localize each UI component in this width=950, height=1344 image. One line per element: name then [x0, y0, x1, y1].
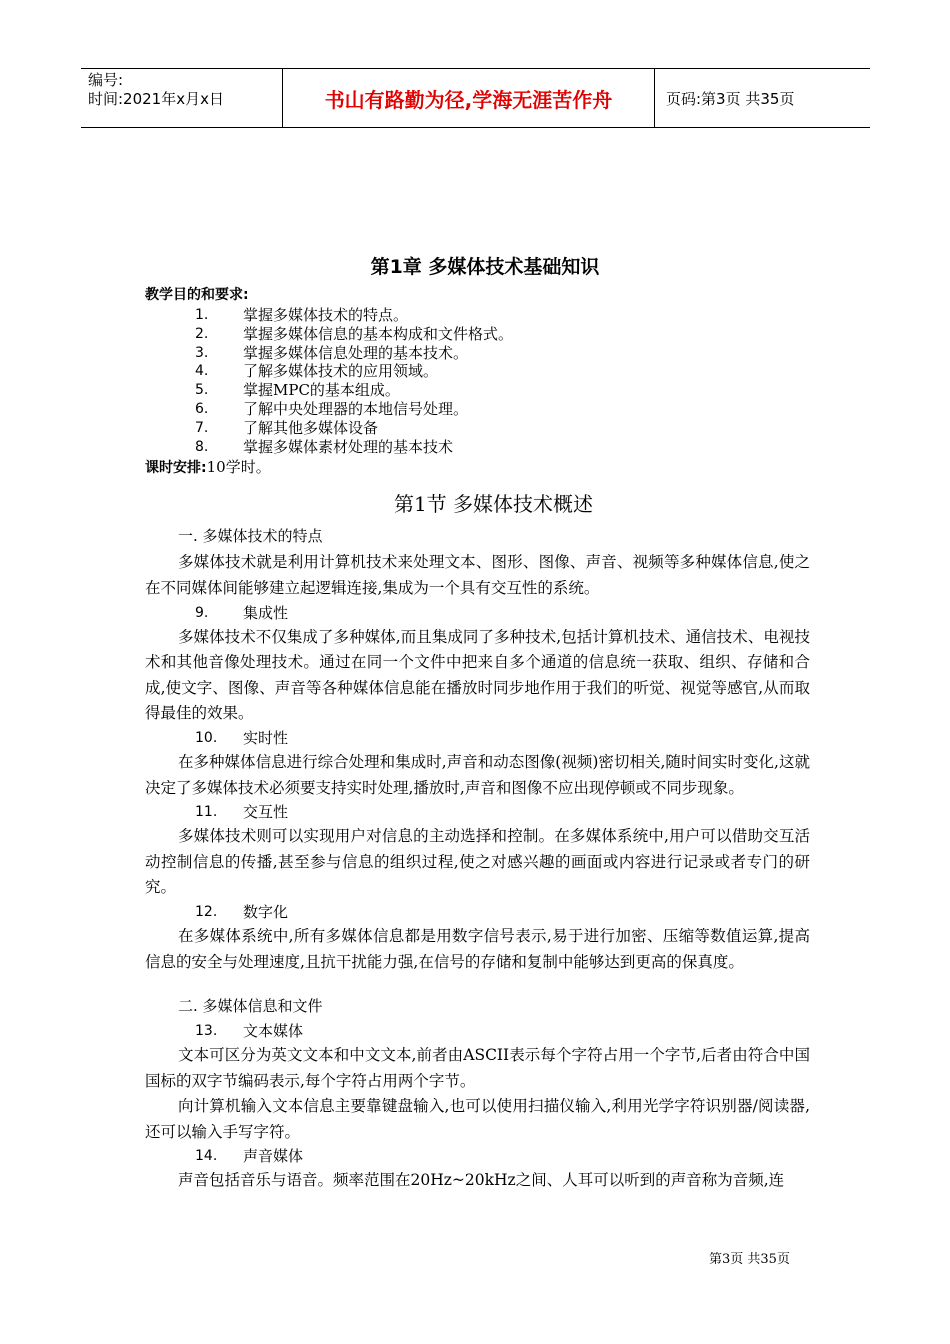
- list-item-text: 了解多媒体技术的应用领域。: [243, 362, 439, 381]
- list-item-text: 了解其他多媒体设备: [243, 418, 379, 437]
- list-item-text: 掌握多媒体技术的特点。: [243, 306, 409, 324]
- subsection-text: 在多种媒体信息进行综合处理和集成时,声音和动态图像(视频)密切相关,随时间实时变化,这就决定了多媒体技术必须要支持实时处理,播放时,声音和图像不应出现停顿或不同步现象。: [145, 752, 810, 797]
- subsection-title: 集成性: [243, 603, 289, 622]
- subsection-title: 交互性: [243, 803, 289, 822]
- header-time-label: 时间:2021年x月x日: [88, 90, 224, 108]
- document-body: [145, 250, 810, 1194]
- header-number-label: 编号:: [88, 71, 124, 89]
- subsection-heading: [145, 727, 810, 750]
- class-hours-label: 课时安排:: [145, 460, 207, 477]
- list-item-number: 6.: [195, 400, 209, 417]
- list-item-text: 掌握多媒体信息的基本构成和文件格式。: [243, 324, 514, 343]
- list-item: [145, 400, 810, 419]
- header-page-info: 页码:第3页 共35页: [666, 89, 795, 108]
- subsection-title: 声音媒体: [243, 1147, 304, 1166]
- list-item-number: 1.: [195, 307, 209, 323]
- list-item-number: 4.: [195, 363, 209, 380]
- subsection-number: 12.: [195, 903, 218, 920]
- subsection-number: 14.: [195, 1148, 218, 1165]
- class-hours-value: 10学时。: [206, 458, 271, 477]
- part2-heading: 二. 多媒体信息和文件: [178, 997, 323, 1016]
- subsection-heading: [145, 1020, 810, 1043]
- class-hours: [145, 456, 810, 479]
- subsection-text: 声音包括音乐与语音。频率范围在20Hz~20kHz之间、人耳可以听到的声音称为音频,连: [178, 1171, 785, 1190]
- list-item-text: 掌握多媒体素材处理的基本技术: [243, 437, 454, 456]
- subsection-title: 文本媒体: [243, 1022, 304, 1041]
- section-title: 第1节 多媒体技术概述: [393, 492, 594, 517]
- list-item-text: 掌握多媒体信息处理的基本技术。: [243, 343, 469, 362]
- list-item-number: 7.: [195, 419, 209, 436]
- subsection-text: 在多媒体系统中,所有多媒体信息都是用数字信号表示,易于进行加密、压缩等数值运算,提高信息的安全与处理速度,且抗干扰能力强,在信号的存储和复制中能够达到更高的保真度。: [145, 926, 810, 971]
- list-item: [145, 381, 810, 400]
- subsection-heading: [145, 1145, 810, 1168]
- list-item: [145, 438, 810, 457]
- subsection-number: 11.: [195, 804, 218, 821]
- list-item-text: 了解中央处理器的本地信号处理。: [243, 399, 469, 418]
- list-item-number: 2.: [195, 325, 209, 342]
- list-item-number: 3.: [195, 344, 209, 361]
- list-item-number: 5.: [195, 382, 209, 399]
- list-item: [145, 419, 810, 438]
- subsection-text: 文本可区分为英文文本和中文文本,前者由ASCII表示每个字符占用一个字节,后者由符合中国国标的双字节编码表示,每个字符占用两个字节。: [145, 1046, 810, 1090]
- subsection-title: 数字化: [243, 902, 289, 921]
- part1-heading: 一. 多媒体技术的特点: [178, 527, 323, 546]
- list-item-number: 8.: [195, 438, 209, 455]
- subsection-text: 向计算机输入文本信息主要靠键盘输入,也可以使用扫描仪输入,利用光学字符识别器/阅读器,还可以输入手写字符。: [145, 1097, 810, 1141]
- subsection-heading: [145, 901, 810, 924]
- subsection-heading: [145, 801, 810, 824]
- list-item-text: 掌握MPC的基本组成。: [243, 381, 400, 400]
- header-meta: [81, 69, 282, 127]
- subsection-number: 9.: [195, 604, 209, 621]
- page-footer: 第3页 共35页: [709, 1252, 790, 1267]
- header-motto: 书山有路勤为径,学海无涯苦作舟: [282, 69, 655, 127]
- chapter-title: 第1章 多媒体技术基础知识: [370, 256, 600, 278]
- page-header: [81, 68, 870, 128]
- subsection-text: 多媒体技术不仅集成了多种媒体,而且集成同了多种技术,包括计算机技术、通信技术、电视技术和其他音像处理技术。通过在同一个文件中把来自多个通道的信息统一获取、组织、存储和合成,使文字、图像、声音等各种媒体信息能在播放时同步地作用于我们的听觉、视觉等感官,从而取得最佳的效果。: [145, 627, 810, 723]
- subsection-number: 10.: [195, 729, 218, 746]
- objectives-label: 教学目的和要求:: [145, 287, 249, 303]
- list-item: [145, 344, 810, 363]
- part1-intro: 多媒体技术就是利用计算机技术来处理文本、图形、图像、声音、视频等多种媒体信息,使之在不同媒体间能够建立起逻辑连接,集成为一个具有交互性的系统。: [145, 553, 810, 597]
- subsection-text: 多媒体技术则可以实现用户对信息的主动选择和控制。在多媒体系统中,用户可以借助交互活动控制信息的传播,甚至参与信息的组织过程,使之对感兴趣的画面或内容进行记录或者专门的研究。: [145, 827, 810, 897]
- subsection-number: 13.: [195, 1023, 218, 1040]
- subsection-heading: [145, 602, 810, 625]
- list-item: [145, 362, 810, 381]
- subsection-title: 实时性: [243, 728, 289, 747]
- list-item: [145, 306, 810, 325]
- objectives-list: [145, 306, 810, 456]
- list-item: [145, 325, 810, 344]
